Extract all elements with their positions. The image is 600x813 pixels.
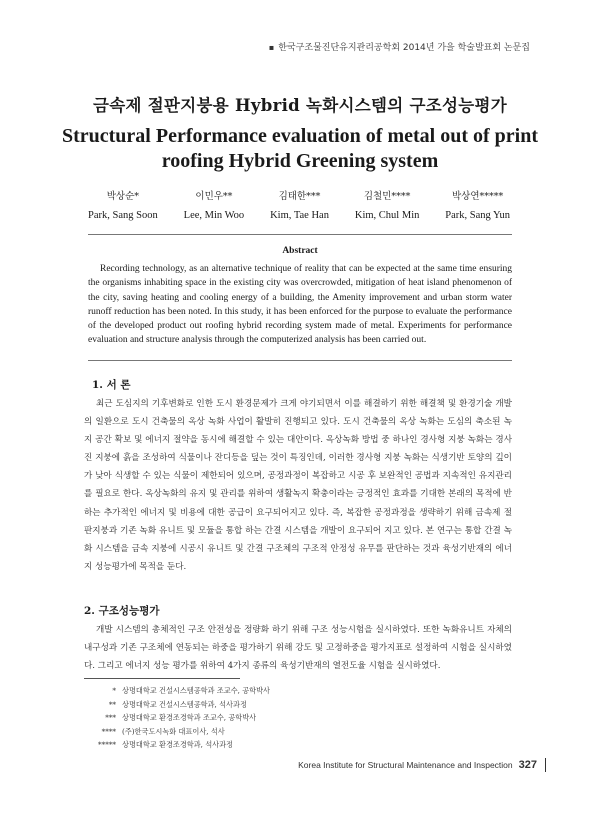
footnote: [86, 711, 270, 725]
footnote: [86, 684, 270, 698]
footnote-text: 상명대학교 환경조경학과, 석사과정: [122, 740, 234, 750]
section1-heading: 1. 서 론: [92, 379, 131, 391]
title-english-line1: Structural Performance evaluation of metal out of print: [61, 125, 538, 147]
running-header: [269, 40, 530, 53]
section2-body: 개발 시스템의 총체적인 구조 안전성을 정량화 하기 위해 구조 성능시험을 실시하였다. 또한 녹화유니트 자체의 내구성과 기존 구조체에 연동되는 하중을 평가하기 위해 강도 및 고정하중을 평가지표로 설정하여 시험을 실시하였다. 그리고 에너지 성능 평가를 위하여 4가지 종류의 육성기반재의 열전도율 시험을 실시하였다.: [84, 625, 512, 672]
page-number: 327: [519, 758, 546, 772]
author-list: [88, 188, 510, 221]
author-name-ko: 김태한***: [278, 191, 321, 202]
footer-text: Korea Institute for Structural Maintenance and Inspection: [298, 760, 513, 770]
author-name-ko: 이민우**: [195, 191, 233, 202]
author: [270, 188, 329, 221]
footnote-mark: **: [108, 699, 116, 709]
title-korean: 금속제 절판지붕용 Hybrid 녹화시스템의 구조성능평가: [93, 96, 507, 115]
footnote-text: 상명대학교 건설시스템공학과, 석사과정: [122, 699, 247, 709]
footnote-rule: [84, 678, 240, 679]
author-name-ko: 박상연*****: [451, 191, 504, 202]
author: [88, 188, 158, 221]
footnote-mark: ****: [101, 726, 116, 736]
footnote-text: 상명대학교 환경조경학과 조교수, 공학박사: [122, 713, 257, 723]
author-name-en: Kim, Tae Han: [270, 210, 329, 221]
footnote: [86, 698, 270, 712]
author-name-en: Park, Sang Yun: [445, 210, 510, 221]
title-english: [0, 124, 600, 174]
section2-heading: 2. 구조성능평가: [84, 605, 160, 617]
title-english-line2: roofing Hybrid Greening system: [161, 150, 439, 172]
footnote-mark: ***: [105, 713, 116, 723]
footnote: [86, 738, 270, 752]
footnote-mark: *****: [98, 740, 116, 750]
author-name-ko: 박상순*: [106, 191, 139, 202]
abstract-bottom-rule: [88, 360, 512, 361]
section1-body: 최근 도심지의 기후변화로 인한 도시 환경문제가 크게 야기되면서 이를 해결하기 위한 해결책 및 환경기술 개발의 일환으로 도시 건축물의 옥상 녹화 사업이 활발히 진행되고 있다. 도시 건축물의 옥상 녹화는 도심의 축소된 녹지 공간 확보 및 에너지 절약을 동시에 해결할 수 있는 대안이다. 옥상녹화 방법 중 하나인 경사형 지붕 녹화는 경사진 지붕에 흙을 조성하여 식물이나 잔디등을 덮는 것이 특징인데, 이러한 경사형 지붕 녹화는 식생기반 토양의 깊이가 낮아 식생할 수 있는 식물이 제한되어 있으며, 공정과정이 복잡하고 시공 후 보완적인 공법과 지속적인 유지관리를 필요로 한다. 옥상녹화의 유지 및 관리를 위하여 생활녹지 확충이라는 긍정적인 효과를 기대한 본래의 목적에 반하는 추가적인 에너지 및 비용에 대한 공급이 요구되어지고 있다. 즉, 복잡한 공정과정을 생략하기 위해 금속제 절판지붕과 기존 녹화 유니트 및 모듈을 통합 하는 간결 시스템을 개발이 요구되어 지고 있다. 본 연구는 통합 간결 녹화 시스템을 금속 지붕에 시공시 유니트 및 간결 구조체의 구조적 안정성 유무를 판단하는 것과 육성기반재의 에너지 성능평가에 목적을 둔다.: [84, 399, 512, 572]
header-mark-icon: ▪︎: [268, 43, 275, 52]
author-name-en: Lee, Min Woo: [183, 210, 245, 221]
author: [184, 188, 245, 221]
footnote: [86, 725, 270, 739]
footnotes: [86, 684, 270, 752]
author-name-en: Kim, Chul Min: [354, 210, 420, 221]
author: [355, 188, 419, 221]
abstract-top-rule: [88, 234, 512, 235]
footnote-text: 상명대학교 건설시스템공학과 조교수, 공학박사: [122, 686, 271, 695]
author: [445, 188, 510, 221]
abstract-heading: Abstract: [282, 246, 318, 256]
author-name-en: Park, Sang Soon: [88, 210, 158, 221]
footnote-text: (주)한국도시녹화 대표이사, 석사: [122, 726, 225, 736]
header-text: 한국구조물진단유지관리공학회 2014년 가을 학술발표회 논문집: [278, 43, 530, 53]
footnote-mark: *: [112, 686, 116, 695]
abstract-text: Recording technology, as an alternative technique of reality that can be expected at the same time ensuring the organisms inhabiting space in the existing city was overcrowded, mitigation of heat island phenomenon of the city, saving heating and cooling energy of a building, the Amenity improvement and urban storm water runoff reduction has been noted. In this study, it has been enforced for the purpose to evaluate the performance of the developed product out roofing hybrid recording system made of metal. Experiments for performance evaluation and structure analysis through the computerized analysis has been carried out.: [88, 264, 512, 346]
author-name-ko: 김철민****: [363, 191, 411, 202]
page-footer: [298, 758, 546, 772]
